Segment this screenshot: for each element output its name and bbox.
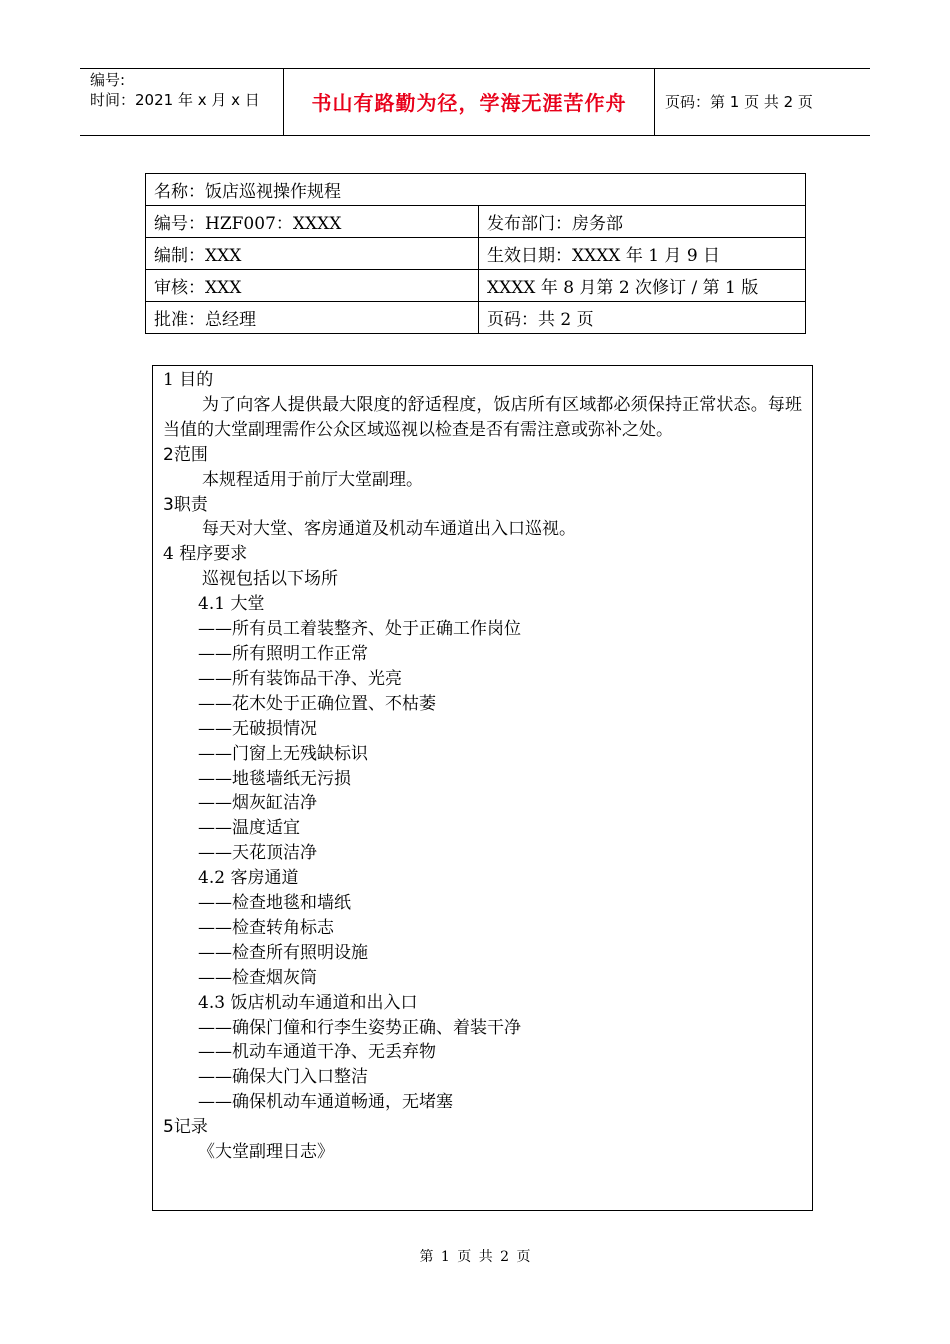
section-record-heading: 5记录 xyxy=(163,1117,208,1138)
checklist-item: ——花木处于正确位置、不枯萎 xyxy=(198,693,436,714)
info-row-code xyxy=(146,206,806,238)
header-page-info: 页码：第 1 页 共 2 页 xyxy=(665,93,813,111)
checklist-item: ——机动车通道干净、无丢弃物 xyxy=(198,1042,436,1063)
section-scope-heading: 2范围 xyxy=(163,444,208,465)
section-procedure-heading: 4 程序要求 xyxy=(163,544,248,565)
info-reviewer: 审核：XXX xyxy=(146,270,479,302)
header-meta xyxy=(90,70,260,110)
section-duty-heading: 3职责 xyxy=(163,494,208,515)
section-record-text: 《大堂副理日志》 xyxy=(198,1142,334,1163)
procedure-intro: 巡视包括以下场所 xyxy=(202,569,338,590)
header-motto: 书山有路勤为径，学海无涯苦作舟 xyxy=(311,91,627,115)
procedure-content xyxy=(152,365,813,1211)
checklist-item: ——确保门僮和行李生姿势正确、着装干净 xyxy=(198,1017,521,1038)
checklist-item: ——确保大门入口整洁 xyxy=(198,1067,368,1088)
checklist-item: ——检查所有照明设施 xyxy=(198,942,368,963)
checklist-item: ——所有照明工作正常 xyxy=(198,643,368,664)
info-author: 编制：XXX xyxy=(146,238,479,270)
info-approver: 批准：总经理 xyxy=(146,302,479,334)
section-purpose-heading: 1 目的 xyxy=(163,370,214,390)
driveway-checklist xyxy=(163,1016,802,1116)
checklist-item: ——检查地毯和墙纸 xyxy=(198,893,351,914)
subsection-corridor: 4.2 客房通道 xyxy=(198,868,299,889)
header-serial: 编号: xyxy=(90,71,126,89)
info-revision: XXXX 年 8 月第 2 次修订 / 第 1 版 xyxy=(479,270,806,302)
checklist-item: ——烟灰缸洁净 xyxy=(198,793,317,814)
checklist-item: ——所有装饰品干净、光亮 xyxy=(198,668,402,689)
checklist-item: ——无破损情况 xyxy=(198,718,317,739)
checklist-item: ——温度适宜 xyxy=(198,818,300,839)
checklist-item: ——检查烟灰筒 xyxy=(198,967,317,988)
info-row-approve xyxy=(146,302,806,334)
checklist-item: ——确保机动车通道畅通，无堵塞 xyxy=(198,1092,453,1113)
page-footer: 第 1 页 共 2 页 xyxy=(419,1249,531,1265)
checklist-item: ——检查转角标志 xyxy=(198,917,334,938)
info-effective-date: 生效日期：XXXX 年 1 月 9 日 xyxy=(479,238,806,270)
header-bottom-rule xyxy=(80,135,870,136)
checklist-item: ——地毯墙纸无污损 xyxy=(198,768,351,789)
checklist-item: ——门窗上无残缺标识 xyxy=(198,743,368,764)
info-dept: 发布部门：房务部 xyxy=(479,206,806,238)
section-scope-text: 本规程适用于前厅大堂副理。 xyxy=(202,469,423,490)
header-time: 时间：2021 年 x 月 x 日 xyxy=(90,91,260,109)
checklist-item: ——所有员工着装整齐、处于正确工作岗位 xyxy=(198,619,521,640)
section-duty-text: 每天对大堂、客房通道及机动车通道出入口巡视。 xyxy=(202,519,576,540)
info-name: 名称：饭店巡视操作规程 xyxy=(146,174,806,206)
checklist-item: ——天花顶洁净 xyxy=(198,843,317,864)
lobby-checklist xyxy=(163,617,802,866)
info-row-author xyxy=(146,238,806,270)
subsection-lobby: 4.1 大堂 xyxy=(198,594,265,615)
info-row-review xyxy=(146,270,806,302)
document-info-table xyxy=(145,173,806,334)
section-purpose-text: 为了向客人提供最大限度的舒适程度，饭店所有区域都必须保持正常状态。每班当值的大堂副理需作公众区域巡视以检查是否有需注意或弥补之处。 xyxy=(163,394,802,440)
subsection-driveway: 4.3 饭店机动车通道和出入口 xyxy=(198,992,418,1013)
info-code: 编号：HZF007：XXXX xyxy=(146,206,479,238)
info-pages: 页码：共 2 页 xyxy=(479,302,806,334)
header-divider-right xyxy=(654,68,655,135)
info-row-name xyxy=(146,174,806,206)
corridor-checklist xyxy=(163,891,802,991)
